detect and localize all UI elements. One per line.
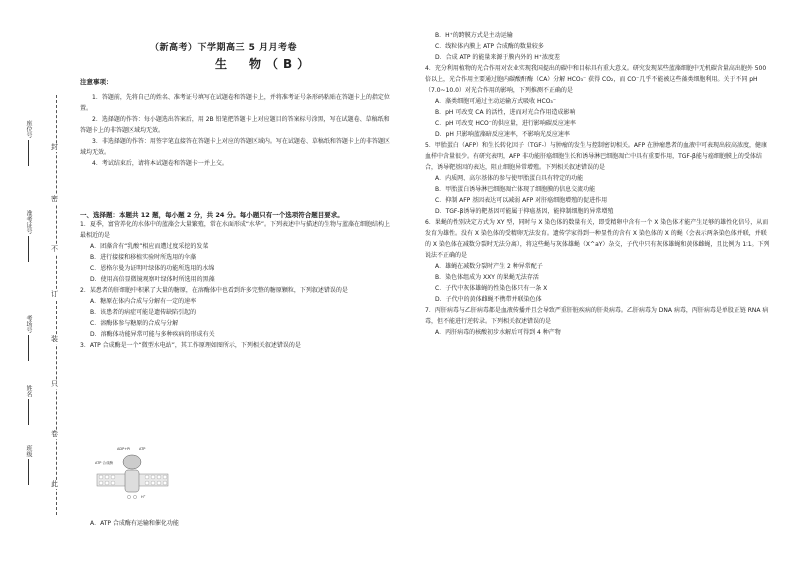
q1-option-c: C．恩格尔曼为证明叶绿体的功能所选用的水绵 [90, 265, 215, 272]
fig-label-adp: ADP+Pi [117, 447, 131, 451]
q2-option-b: B．该患者的病症可能是遗传缺陷引起的 [90, 309, 197, 316]
notice-heading: 注意事项： [80, 78, 113, 86]
fig-label-h-ion: H⁺ [141, 495, 146, 499]
exam-room-field[interactable]: 考场号 [24, 315, 33, 361]
q5-option-a: A．内质网、高尔基体的参与使甲胎蛋白具有特定的功能 [435, 175, 584, 182]
section-1 [80, 210, 395, 351]
q6-option-b: B．染色体组成为 XXY 的果蝇无法存活 [435, 274, 539, 281]
q3-option-c: C．线粒体内膜上 ATP 合成酶的数量较多 [435, 43, 544, 50]
seal-line [56, 95, 57, 515]
question-3-stem: 3．ATP 合成酶是一个“微型水电站”，其工作原理如图所示，下列相关叙述错误的是 [80, 342, 301, 349]
q3-option-b: B．H⁺的跨膜方式是主动运输 [435, 32, 513, 39]
exam-id-field[interactable]: 准考证号 [24, 210, 33, 262]
q1-option-d: D．使用高倍显微镜观察叶绿体时所选用的黑藻 [90, 276, 215, 283]
seal-char: 卷 [51, 430, 58, 438]
section-heading: 一、选择题：本题共 12 题，每小题 2 分，共 24 分。每小题只有一个选项符合题目要求。 [80, 211, 344, 219]
exam-title: 生 物（B） [215, 57, 315, 71]
seal-char: 此 [51, 480, 58, 488]
question-2-stem: 2．某患者的肝细胞中积累了大量的糖原，在溶酶体中也看到许多完整的糖原颗粒，下列叙述错误的是 [80, 287, 348, 294]
question-7-stem: 7．丙肝病毒与乙肝病毒都是血液传播并且会导致严重肝脏疾病的肝炎病毒。乙肝病毒为 DNA 病毒，丙肝病毒是单股正链 RNA 病毒，但不能进行逆转录。下列相关叙述错误的是 [425, 307, 769, 325]
q1-option-b: B．进行接接和移植实验时所选用的伞藻 [90, 254, 197, 261]
q2-option-a: A．糖原在体内合成与分解有一定的速率 [90, 298, 197, 305]
seal-char: 装 [51, 335, 58, 343]
q6-option-d: D．子代中的黄体雌蝇不携带并联染色体 [435, 296, 542, 303]
q2-option-c: C．溶酶体参与糖原的合成与分解 [90, 320, 179, 327]
question-6-stem: 6．果蝇的性别决定方式为 XY 型，同时与 X 染色体的数量有关，即受精卵中含有一个 X 染色体才能产生足够的雄性化信号，从而发育为雄性。没有 X 染色体的受精卵无法发育。遗传学家得到一种显性的含有 X 染色体的 X 的蝇（会表示两条染色体并联，并联的 X 染色体在减数分裂时无法分离），将这些蝇与灰体雄蝇（X^aY）杂交，子代中只有灰体雄蝇和黄体雌蝇，且比例为 1∶1。下列说法不正确的是 [425, 219, 770, 259]
seat-number-field[interactable]: 座位号 [24, 120, 33, 166]
seal-char: 只 [51, 380, 58, 388]
fig-label-atp: ATP [139, 447, 146, 451]
name-field[interactable]: 姓名 [24, 385, 33, 425]
q3-option-d: D．合成 ATP 的能量来源于膜内外的 H⁺浓度差 [435, 54, 560, 61]
question-1-stem: 1．夏季，富营养化的水体中的蓝藻会大量繁殖，常在水面形成“水华”。下列表述中与描述的生物与蓝藻在细胞结构上最相近的是 [80, 221, 391, 239]
notice-item: 3．非选择题的作答：用签字笔直接答在答题卡上对应的答题区域内。写在试题卷、草稿纸和答题卡上的非答题区域均无效。 [80, 138, 390, 156]
seal-char: 密 [51, 195, 58, 203]
notice-item: 1．答题前，先将自己的姓名、准考证号填写在试题卷和答题卡上，并将准考证号条形码粘贴在答题卡上的指定位置。 [80, 94, 390, 112]
class-field[interactable]: 班级 [24, 445, 33, 485]
notice-item: 4．考试结束后，请将本试题卷和答题卡一并上交。 [92, 160, 228, 167]
q3-option-a: A．ATP 合成酶有运输和催化功能 [90, 520, 179, 527]
right-content [425, 30, 770, 338]
atp-synthase-figure [95, 442, 170, 502]
q5-option-d: D．TGF-β诱导的靶基因可能属于抑癌基因，能抑制细胞的异常增殖 [435, 208, 614, 215]
q3-options [80, 518, 395, 529]
q4-option-b: B．pH 可改变 CA 的活性，进而对光合作用造成影响 [435, 109, 576, 116]
q4-option-c: C．pH 可改变 HCO⁻的供应量，进行影响碳反应速率 [435, 120, 576, 127]
seal-char: 订 [51, 290, 58, 298]
seal-char: 封 [51, 143, 58, 151]
q6-option-a: A．雄蝇在减数分裂时产生 2 种异常配子 [435, 263, 543, 270]
binding-margin [14, 95, 64, 515]
q1-option-a: A．团藻含有“乳酸”相应而遭过度采挖的发菜 [90, 243, 209, 250]
question-4-stem: 4．充分利用植物的光合作用对农业实现我国提出的碳中和目标具有重大意义。研究发现某些蓝藻细胞中无机碳含量高出胞外 500 倍以上，光合作用主要通过胞内碳酸酐酶（CA）分解 HCO₃⁻ 获得 CO₂，而 CO⁻几乎不能被这些藻类细胞利用。关于不同 pH（7.0~10.0）对光合作用的影响，下列推测不正确的是 [425, 65, 767, 94]
q7-option-a: A．丙肝病毒的核酸初步水解后可得到 4 种产物 [435, 329, 561, 336]
notice-item: 2．选择题的作答：每小题选出答案后，用 2B 铅笔把答题卡上对应题目的答案标号涂黑，写在试题卷、草稿纸和答题卡上的非答题区域均无效。 [80, 116, 390, 134]
q4-option-a: A．藻类细胞可通过主动运输方式吸收 HCO₃⁻ [435, 98, 557, 105]
fig-label-synthase: ATP 合成酶 [95, 461, 113, 465]
exam-subtitle: （新高考）下学期高三 5 月月考卷 [150, 43, 298, 53]
q4-option-d: D．pH 只影响蓝藻暗反应速率，不影响光反应速率 [435, 131, 570, 138]
q5-option-b: B．甲胎蛋白诱导淋巴细胞凋亡体现了细胞膜的信息交流功能 [435, 186, 596, 193]
q2-option-d: D．溶酶体功能异常可能与多种疾病的形成有关 [90, 331, 215, 338]
notice-list [80, 92, 390, 169]
question-5-stem: 5．甲胎蛋白（AFP）和生长转化因子（TGF-）与肿瘤的发生与控制密切相关。AFP 在肿瘤患者的血液中可表现出较高浓度，健康血样中含量很少。有研究表明，AFP 非功能肝癌细胞生长和诱导淋巴细胞凋亡中具有重要作用，TGF-β能与癌细胞膜上的受体结合，诱导靶基因的表达，阻止细胞异常增殖。下列相关叙述错误的是 [425, 142, 768, 171]
seal-char: 不 [51, 245, 58, 253]
q6-option-c: C．子代中灰体雄蝇的性染色体只有一条 X [435, 285, 548, 292]
q5-option-c: C．抑制 AFP 基因表达可以减弱 AFP 对肝癌细胞增殖的促进作用 [435, 197, 608, 204]
